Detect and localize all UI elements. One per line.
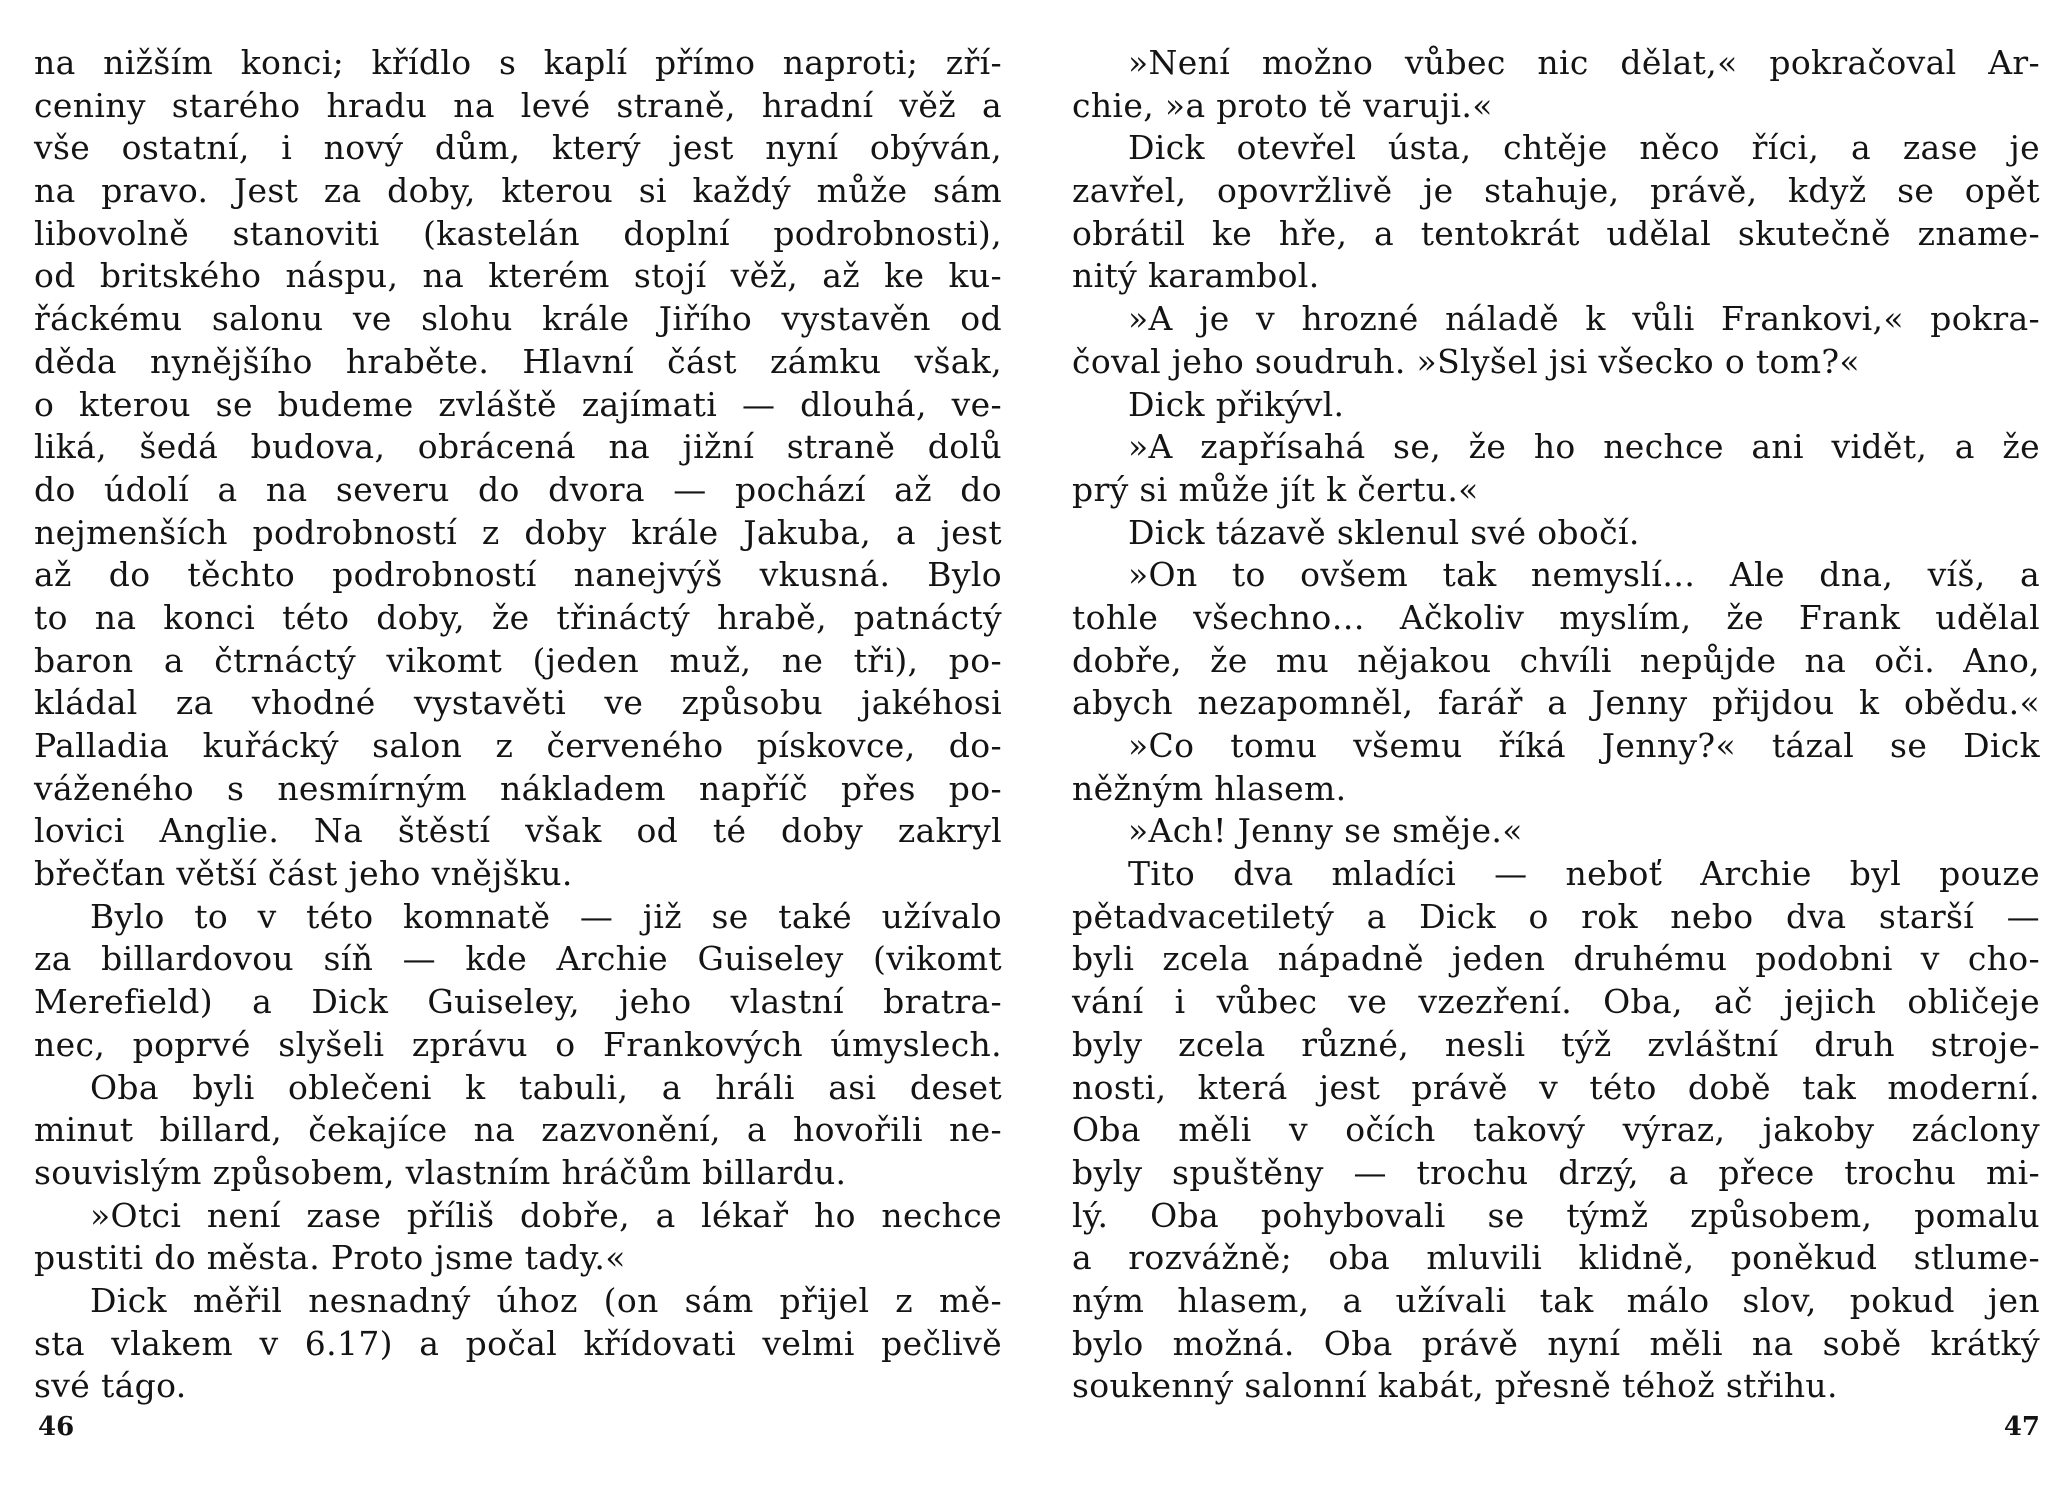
text-line: za billardovou síň — kde Archie Guiseley (vikomt — [34, 939, 1002, 979]
text-line: nitý karambol. — [1072, 256, 1320, 296]
text-line: prý si může jít k čertu.« — [1072, 469, 1479, 509]
text-line: o kterou se budeme zvláště zajímati — dlouhá, ve- — [34, 384, 1002, 424]
text-line: ným hlasem, a užívali tak málo slov, pokud jen — [1072, 1280, 2040, 1320]
text-line: na pravo. Jest za doby, kterou si každý může sám — [34, 171, 1002, 211]
text-line: bylo možná. Oba právě nyní měli na sobě krátký — [1072, 1323, 2040, 1363]
text-line: něžným hlasem. — [1072, 768, 1347, 808]
text-line: čoval jeho soudruh. »Slyšel jsi všecko o tom?« — [1072, 341, 1860, 381]
text-line: kládal za vhodné vystavěti ve způsobu jakéhosi — [34, 683, 1002, 723]
text-line: Bylo to v této komnatě — již se také užívalo — [90, 896, 1002, 936]
text-line: lý. Oba pohybovali se týmž způsobem, pomalu — [1072, 1195, 2040, 1235]
text-line: abych nezapomněl, farář a Jenny přijdou k obědu.« — [1072, 683, 2040, 723]
text-line: tohle všechno… Ačkoliv myslím, že Frank udělal — [1072, 597, 2040, 637]
text-line: Dick otevřel ústa, chtěje něco říci, a zase je — [1128, 128, 2040, 168]
text-line: obrátil ke hře, a tentokrát udělal skutečně zname- — [1072, 213, 2040, 253]
left-page-number: 46 — [38, 1412, 75, 1442]
text-line: od britského náspu, na kterém stojí věž, až ke ku- — [34, 256, 1002, 296]
right-page-text — [1072, 42, 2040, 1408]
text-line: Palladia kuřácký salon z červeného pískovce, do- — [34, 726, 1002, 765]
text-line: byli zcela nápadně jeden druhému podobni v cho- — [1072, 939, 2040, 979]
text-line: chie, »a proto tě varuji.« — [1072, 85, 1493, 125]
text-line: »Není možno vůbec nic dělat,« pokračoval Ar- — [1128, 43, 2040, 82]
left-page — [34, 42, 1002, 1462]
text-line: ceniny starého hradu na levé straně, hradní věž a — [34, 85, 1002, 125]
right-page — [1072, 42, 2040, 1462]
text-line: byly spuštěny — trochu drzý, a přece trochu mi- — [1072, 1152, 2040, 1192]
text-line: váženého s nesmírným nákladem napříč přes po- — [34, 768, 1002, 808]
text-line: až do těchto podrobností nanejvýš vkusná. Bylo — [34, 555, 1002, 595]
text-line: nosti, která jest právě v této době tak moderní. — [1072, 1067, 2040, 1107]
text-line: minut billard, čekajíce na zazvonění, a hovořili ne- — [34, 1110, 1002, 1150]
text-line: zavřel, opovržlivě je stahuje, právě, když se opět — [1072, 171, 2040, 211]
text-line: řáckému salonu ve slohu krále Jiřího vystavěn od — [34, 299, 1002, 339]
left-page-text — [34, 42, 1002, 1408]
text-line: »On to ovšem tak nemyslí… Ale dna, víš, a — [1128, 555, 2040, 595]
text-line: to na konci této doby, že třináctý hrabě, patnáctý — [34, 597, 1002, 637]
text-line: Dick tázavě sklenul své obočí. — [1128, 512, 1640, 552]
text-line: Oba měli v očích takový výraz, jakoby záclony — [1072, 1110, 2040, 1150]
text-line: soukenný salonní kabát, přesně téhož střihu. — [1072, 1366, 1838, 1406]
text-line: libovolně stanoviti (kastelán doplní podrobnosti), — [34, 213, 1002, 253]
text-line: »Co tomu všemu říká Jenny?« tázal se Dick — [1128, 726, 2040, 765]
text-line: pustiti do města. Proto jsme tady.« — [34, 1238, 626, 1278]
text-line: »Ach! Jenny se směje.« — [1128, 811, 1523, 851]
text-line: baron a čtrnáctý vikomt (jeden muž, ne tři), po- — [34, 640, 1002, 680]
text-line: »Otci není zase příliš dobře, a lékař ho nechce — [90, 1195, 1002, 1235]
text-line: Oba byli oblečeni k tabuli, a hráli asi deset — [90, 1067, 1002, 1107]
right-page-number: 47 — [2003, 1412, 2040, 1442]
text-line: své tágo. — [34, 1366, 187, 1406]
text-line: »A je v hrozné náladě k vůli Frankovi,« pokra- — [1128, 299, 2040, 339]
text-line: lovici Anglie. Na štěstí však od té doby zakryl — [34, 811, 1002, 851]
text-line: břečťan větší část jeho vnějšku. — [34, 854, 573, 894]
text-line: souvislým způsobem, vlastním hráčům billardu. — [34, 1152, 847, 1192]
text-line: byly zcela různé, nesli týž zvláštní druh stroje- — [1072, 1024, 2040, 1064]
text-line: Dick přikývl. — [1128, 384, 1345, 424]
text-line: vše ostatní, i nový dům, který jest nyní obýván, — [34, 128, 1002, 168]
text-line: a rozvážně; oba mluvili klidně, poněkud stlume- — [1072, 1238, 2040, 1278]
text-line: nejmenších podrobností z doby krále Jakuba, a jest — [34, 512, 1002, 552]
text-line: sta vlakem v 6.17) a počal křídovati velmi pečlivě — [34, 1323, 1002, 1363]
text-line: vání i vůbec ve vzezření. Oba, ač jejich obličeje — [1072, 982, 2040, 1022]
text-line: liká, šedá budova, obrácená na jižní straně dolů — [34, 427, 1002, 467]
text-line: do údolí a na severu do dvora — pochází až do — [34, 469, 1002, 509]
text-line: děda nynějšího hraběte. Hlavní část zámku však, — [34, 341, 1002, 381]
text-line: Merefield) a Dick Guiseley, jeho vlastní bratra- — [34, 982, 1002, 1022]
text-line: nec, poprvé slyšeli zprávu o Frankových úmyslech. — [34, 1024, 1002, 1064]
text-line: »A zapřísahá se, že ho nechce ani vidět, a že — [1128, 427, 2040, 467]
text-line: Dick měřil nesnadný úhoz (on sám přijel z mě- — [90, 1280, 1002, 1320]
text-line: dobře, že mu nějakou chvíli nepůjde na oči. Ano, — [1072, 640, 2040, 680]
text-line: pětadvacetiletý a Dick o rok nebo dva starší — — [1072, 896, 2040, 936]
text-line: Tito dva mladíci — neboť Archie byl pouze — [1128, 854, 2040, 894]
text-line: na nižším konci; křídlo s kaplí přímo naproti; zří- — [34, 43, 1002, 82]
